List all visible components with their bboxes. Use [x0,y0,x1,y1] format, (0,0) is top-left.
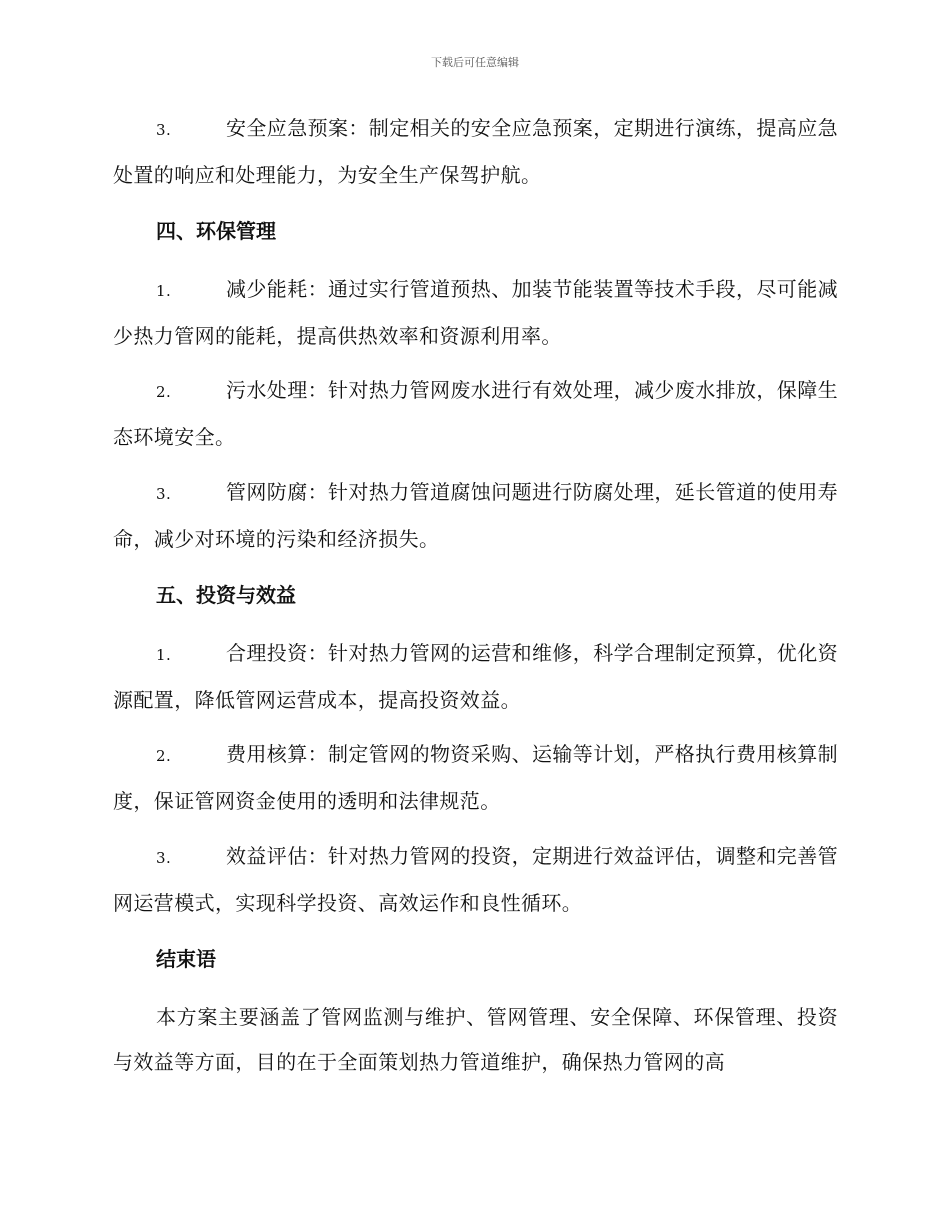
list-number: 3. [156,485,172,503]
list-number: 1. [156,282,172,300]
section-heading: 四、环保管理 [156,219,276,243]
list-item [113,834,838,926]
list-item [113,267,838,359]
section-heading: 五、投资与效益 [156,583,296,607]
list-number: 2. [156,383,172,401]
list-item [113,732,838,824]
page-header: 下载后可任意编辑 [431,56,519,69]
list-item-text: 费用核算：制定管网的物资采购、运输等计划，严格执行费用核算制度，保证管网资金使用的透明和法律规范。 [113,742,838,813]
list-item [113,106,838,198]
list-item-text: 安全应急预案：制定相关的安全应急预案，定期进行演练，提高应急处置的响应和处理能力，为安全生产保驾护航。 [113,116,838,187]
paragraph: 本方案主要涵盖了管网监测与维护、管网管理、安全保障、环保管理、投资与效益等方面，目的在于全面策划热力管道维护，确保热力管网的高 [113,1005,838,1074]
list-item-text: 污水处理：针对热力管网废水进行有效处理，减少废水排放，保障生态环境安全。 [113,378,838,449]
list-number: 3. [156,849,172,867]
list-item [113,470,838,562]
list-number: 1. [156,646,172,664]
list-item [113,368,838,460]
list-number: 3. [156,121,172,139]
list-item-text: 合理投资：针对热力管网的运营和维修，科学合理制定预算，优化资源配置，降低管网运营成本，提高投资效益。 [113,641,838,712]
list-number: 2. [156,747,172,765]
list-item-text: 减少能耗：通过实行管道预热、加装节能装置等技术手段，尽可能减少热力管网的能耗，提高供热效率和资源利用率。 [113,277,838,348]
section-heading: 结束语 [156,947,216,971]
list-item-text: 效益评估：针对热力管网的投资，定期进行效益评估，调整和完善管网运营模式，实现科学投资、高效运作和良性循环。 [113,844,838,915]
list-item [113,631,838,723]
list-item-text: 管网防腐：针对热力管道腐蚀问题进行防腐处理，延长管道的使用寿命，减少对环境的污染和经济损失。 [113,480,838,551]
